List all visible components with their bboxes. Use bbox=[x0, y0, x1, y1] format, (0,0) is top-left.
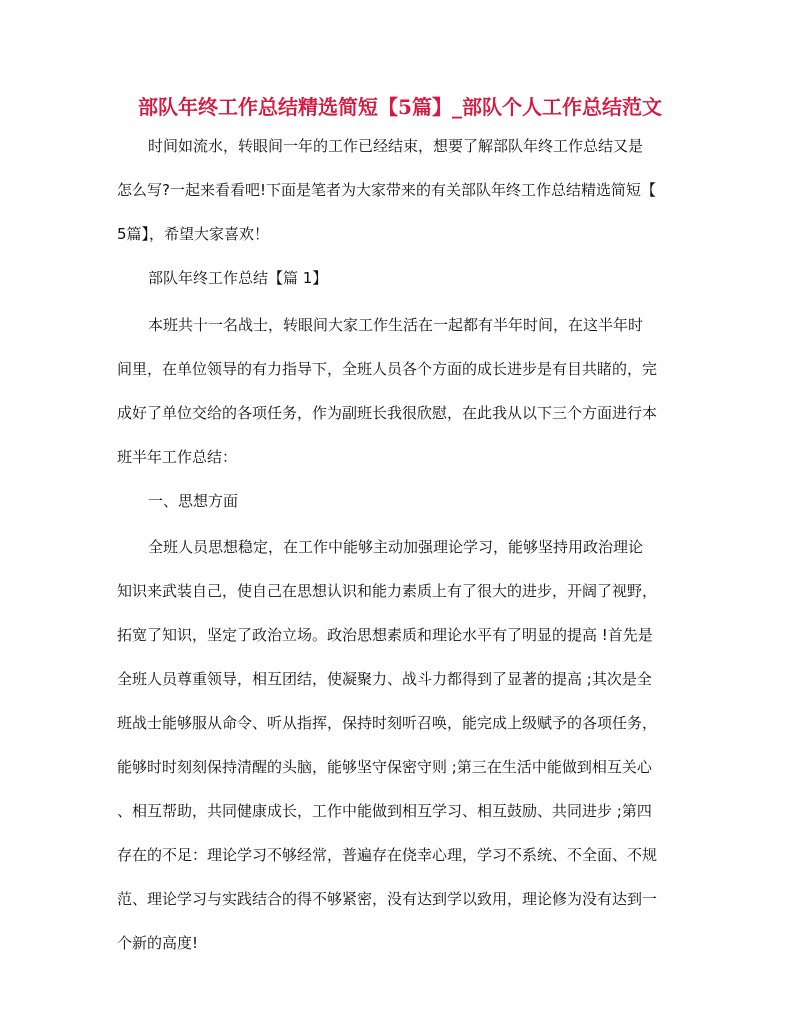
para2-line-6: 能够时时刻刻保持清醒的头脑，能够坚守保密守则 ;第三在生活中能做到相互关心 bbox=[117, 758, 652, 776]
document-title: 部队年终工作总结精选简短【5篇】_部队个人工作总结范文 bbox=[138, 95, 662, 119]
para2-line-4: 全班人员尊重领导，相互团结，使凝聚力、战斗力都得到了显著的提高 ;其次是全 bbox=[117, 670, 652, 688]
para2-line-8: 存在的不足：理论学习不够经常，普遍存在侥幸心理，学习不系统、不全面、不规 bbox=[117, 846, 658, 864]
intro-line-3: 5篇】，希望大家喜欢！ bbox=[117, 225, 270, 243]
para1-line-4: 班半年工作总结： bbox=[117, 448, 238, 466]
para1-line-2: 间里，在单位领导的有力指导下，全班人员各个方面的成长进步是有目共睹的，完 bbox=[117, 360, 658, 378]
para1-line-1: 本班共十一名战士，转眼间大家工作生活在一起都有半年时间，在这半年时 bbox=[148, 316, 644, 334]
para1-line-3: 成好了单位交给的各项任务，作为副班长我很欣慰，在此我从以下三个方面进行本 bbox=[117, 404, 658, 422]
para2-line-3: 拓宽了知识，坚定了政治立场。政治思想素质和理论水平有了明显的提高 !首先是 bbox=[117, 626, 653, 644]
intro-line-2: 怎么写?一起来看看吧!下面是笔者为大家带来的有关部队年终工作总结精选简短【 bbox=[117, 181, 656, 199]
para2-line-9: 范、理论学习与实践结合的得不够紧密，没有达到学以致用，理论修为没有达到一 bbox=[117, 890, 658, 908]
para2-line-10: 个新的高度! bbox=[117, 934, 199, 952]
intro-line-1: 时间如流水，转眼间一年的工作已经结束，想要了解部队年终工作总结又是 bbox=[148, 137, 644, 155]
para2-line-7: 、相互帮助，共同健康成长，工作中能做到相互学习、相互鼓励、共同进步 ;第四 bbox=[117, 802, 652, 820]
para2-line-5: 班战士能够服从命令、听从指挥，保持时刻听召唤，能完成上级赋予的各项任务， bbox=[117, 714, 658, 732]
para2-line-2: 知识来武装自己，使自己在思想认识和能力素质上有了很大的进步，开阔了视野， bbox=[117, 582, 658, 600]
section-title: 部队年终工作总结【篇 1】 bbox=[148, 269, 328, 287]
para2-line-1: 全班人员思想稳定，在工作中能够主动加强理论学习，能够坚持用政治理论 bbox=[148, 538, 644, 556]
subheading-ideology: 一、思想方面 bbox=[148, 492, 239, 510]
